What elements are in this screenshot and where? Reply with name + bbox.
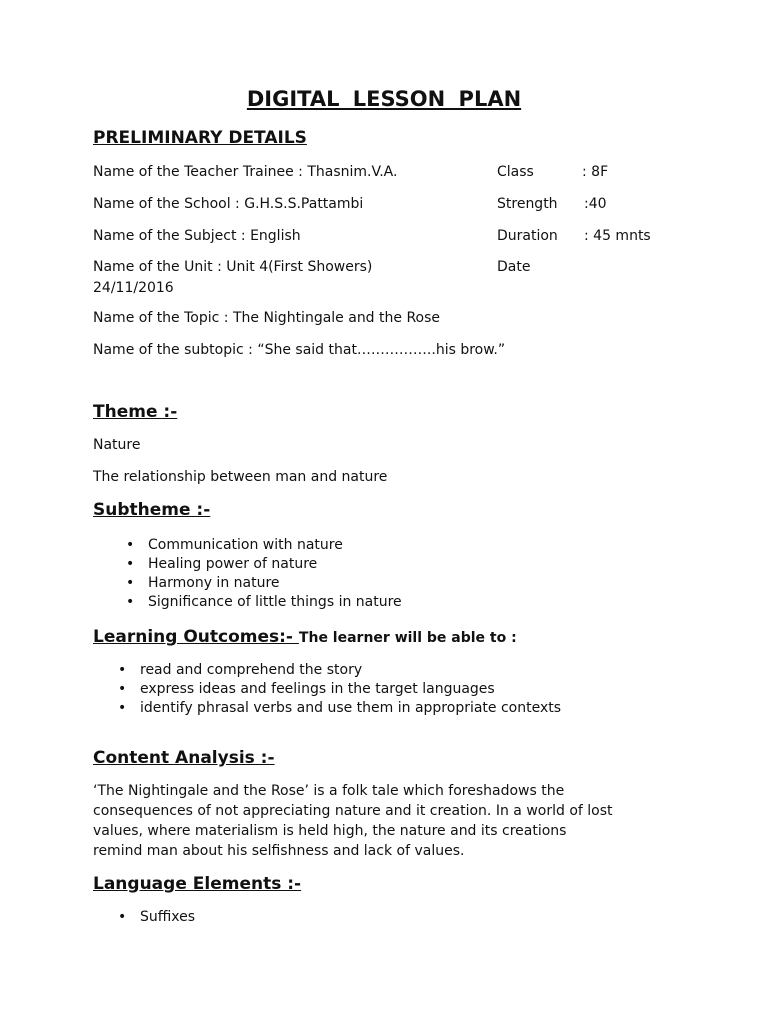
- duration-value: : 45 mnts: [584, 228, 651, 244]
- list-item: • Communication with nature: [126, 537, 343, 553]
- date-label: Date: [497, 259, 531, 275]
- bullet-icon: •: [126, 556, 135, 572]
- list-item: • identify phrasal verbs and use them in appropriate contexts: [118, 700, 562, 716]
- bullet-icon: •: [126, 594, 135, 610]
- preliminary-heading: PRELIMINARY DETAILS: [93, 128, 307, 148]
- subtheme-heading: Subtheme :-: [93, 500, 211, 520]
- school-name: Name of the School : G.H.S.S.Pattambi: [93, 196, 364, 212]
- list-item: • read and comprehend the story: [118, 662, 363, 678]
- teacher-trainee: Name of the Teacher Trainee : Thasnim.V.A.: [93, 164, 398, 180]
- bullet-icon: •: [118, 662, 127, 678]
- list-item: • express ideas and feelings in the target languages: [118, 681, 495, 697]
- class-label: Class: [497, 164, 534, 180]
- theme-line: Nature: [93, 437, 141, 453]
- list-item: • Healing power of nature: [126, 556, 318, 572]
- page-title: DIGITAL LESSON PLAN: [246, 87, 522, 111]
- list-item: • Harmony in nature: [126, 575, 280, 591]
- subtopic-name: Name of the subtopic : “She said that……………..his brow.”: [93, 342, 506, 358]
- unit-name: Name of the Unit : Unit 4(First Showers): [93, 259, 373, 275]
- paragraph-line: consequences of not appreciating nature and it creation. In a world of lost: [93, 803, 613, 819]
- class-value: : 8F: [582, 164, 609, 180]
- bullet-icon: •: [118, 700, 127, 716]
- theme-line: The relationship between man and nature: [93, 469, 388, 485]
- bullet-icon: •: [118, 909, 127, 925]
- paragraph-line: values, where materialism is held high, the nature and its creations: [93, 823, 567, 839]
- strength-value: :40: [584, 196, 607, 212]
- duration-label: Duration: [497, 228, 558, 244]
- date-value: 24/11/2016: [93, 280, 174, 296]
- learning-outcomes-heading: Learning Outcomes:- The learner will be able to :: [93, 627, 517, 647]
- strength-label: Strength: [497, 196, 558, 212]
- theme-heading: Theme :-: [93, 402, 178, 422]
- paragraph-line: ‘The Nightingale and the Rose’ is a folk tale which foreshadows the: [93, 783, 565, 799]
- bullet-icon: •: [118, 681, 127, 697]
- content-analysis-heading: Content Analysis :-: [93, 748, 275, 768]
- bullet-icon: •: [126, 537, 135, 553]
- language-elements-heading: Language Elements :-: [93, 874, 302, 894]
- list-item: • Suffixes: [118, 909, 196, 925]
- list-item: • Significance of little things in nature: [126, 594, 402, 610]
- topic-name: Name of the Topic : The Nightingale and the Rose: [93, 310, 441, 326]
- subject-name: Name of the Subject : English: [93, 228, 301, 244]
- bullet-icon: •: [126, 575, 135, 591]
- learning-outcomes-intro: The learner will be able to :: [298, 630, 517, 646]
- paragraph-line: remind man about his selfishness and lack of values.: [93, 843, 465, 859]
